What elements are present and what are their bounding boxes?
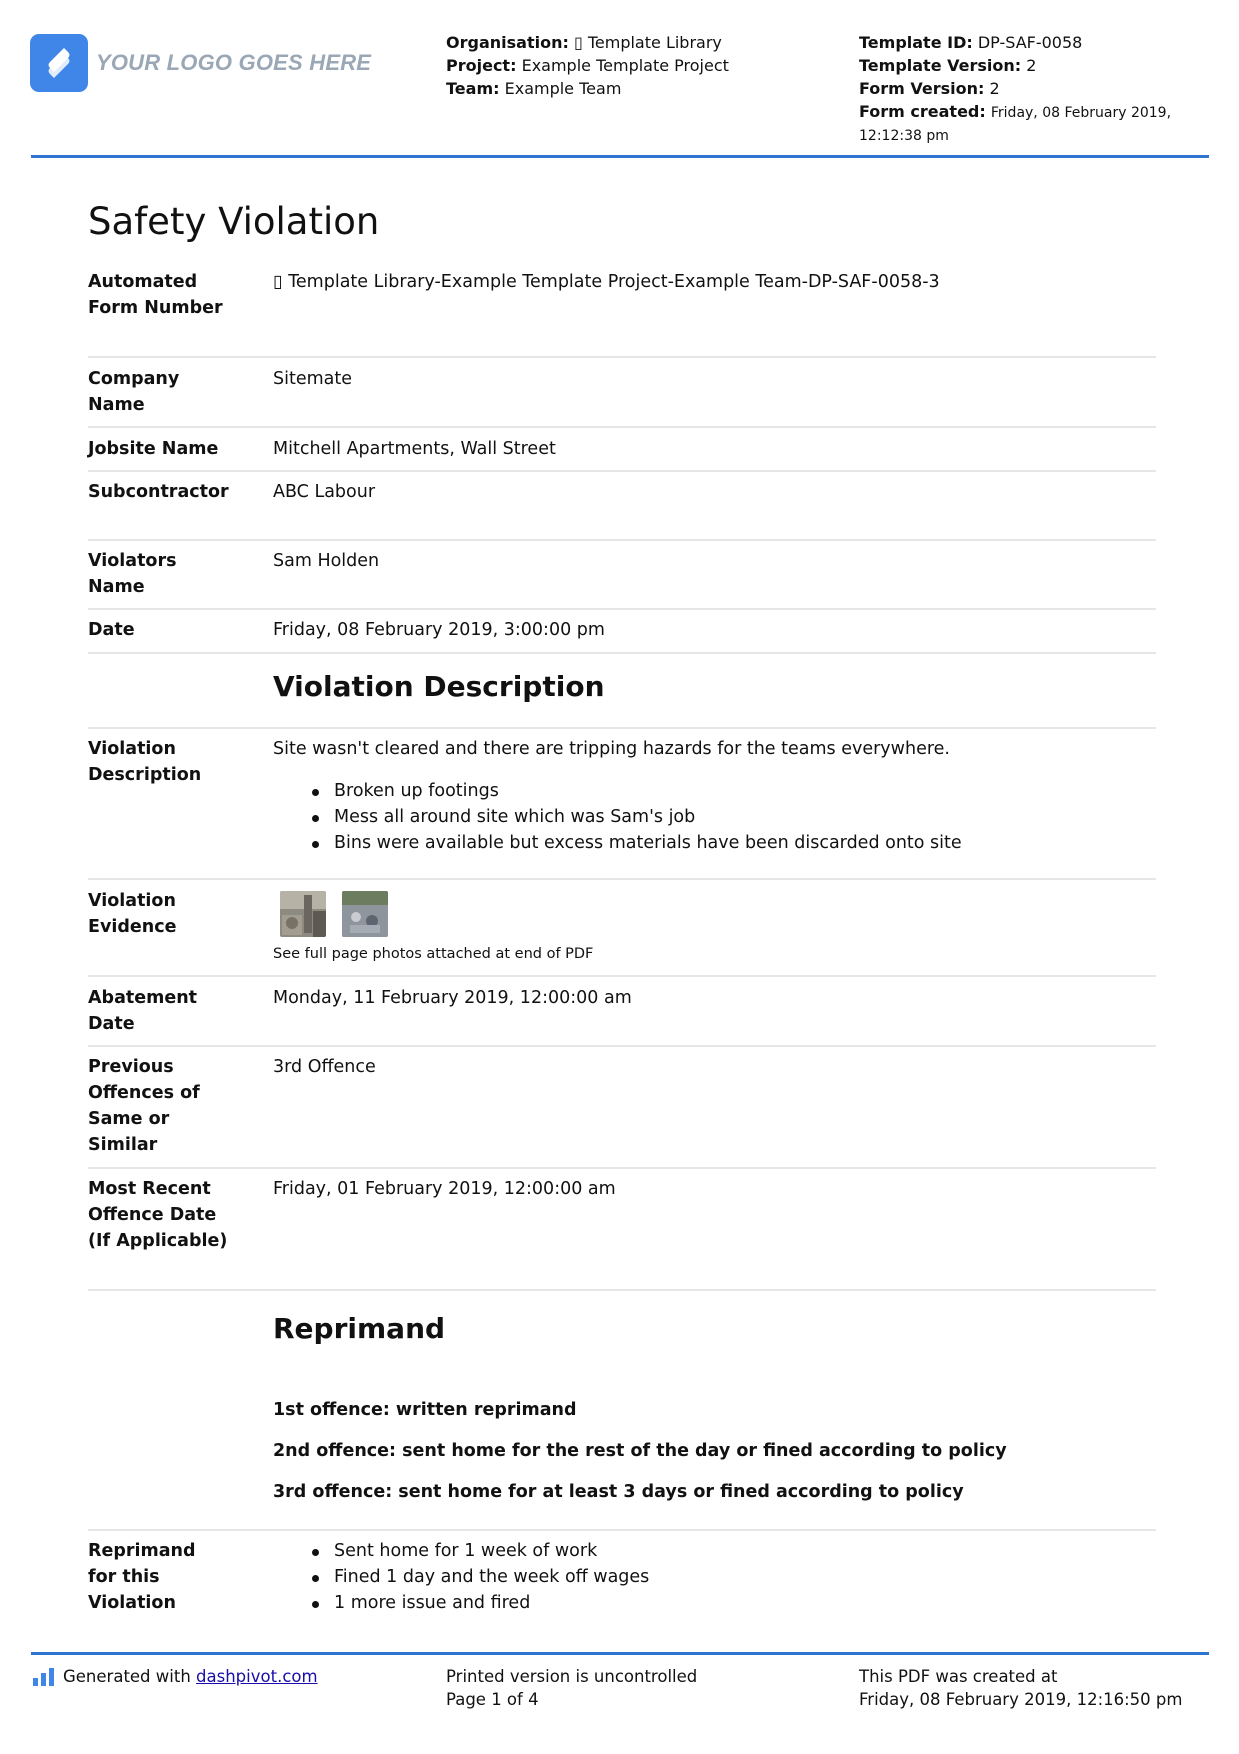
footer-divider [31, 1652, 1209, 1655]
form-version-label: Form Version: [859, 79, 985, 98]
row-divider [88, 1529, 1156, 1531]
evidence-photo-1[interactable] [280, 891, 326, 937]
field-company-name [88, 366, 1156, 418]
page-title: Safety Violation [88, 200, 380, 243]
row-divider [88, 470, 1156, 472]
project-label: Project: [446, 56, 517, 75]
field-label: Jobsite Name [88, 439, 219, 459]
row-divider [88, 1167, 1156, 1169]
field-label: Previous Offences of Same or Similar [88, 1057, 200, 1155]
field-label: Abatement Date [88, 988, 198, 1034]
field-label: Violation Evidence [88, 891, 177, 937]
field-value: Sam Holden [273, 551, 380, 571]
form-version-value: 2 [989, 79, 1000, 98]
template-version-label: Template Version: [859, 56, 1022, 75]
form-created-value: Friday, 08 February 2019, [990, 105, 1172, 121]
printed-note: Printed version is uncontrolled [446, 1667, 698, 1686]
field-jobsite-name [88, 436, 1156, 464]
field-label: Violators Name [88, 551, 177, 597]
field-value: ▯ Template Library-Example Template Project-Example Team-DP-SAF-0058-3 [273, 272, 940, 292]
row-divider [88, 608, 1156, 610]
header-project-info [446, 31, 729, 100]
reprimand-section-heading: Reprimand [273, 1312, 446, 1345]
list-item: Fined 1 day and the week off wages [273, 1564, 1156, 1590]
field-value: Monday, 11 February 2019, 12:00:00 am [273, 988, 632, 1008]
field-label: Most Recent Offence Date (If Applicable) [88, 1179, 228, 1251]
form-created-label: Form created: [859, 102, 986, 121]
description-text: Site wasn't cleared and there are tripping hazards for the teams everywhere. [273, 739, 950, 759]
template-id-label: Template ID: [859, 33, 973, 52]
field-value: 3rd Offence [273, 1057, 376, 1077]
row-divider [88, 975, 1156, 977]
evidence-note: See full page photos attached at end of PDF [273, 946, 594, 962]
list-item: Bins were available but excess materials have been discarded onto site [273, 830, 1156, 856]
field-label: Automated Form Number [88, 272, 223, 318]
evidence-photo-2[interactable] [342, 891, 388, 937]
team-value: Example Team [504, 79, 622, 98]
field-abatement-date [88, 985, 1156, 1037]
pdf-created-value: Friday, 08 February 2019, 12:16:50 pm [859, 1690, 1183, 1709]
field-most-recent-offence-date [88, 1176, 1156, 1280]
field-automated-form-number [88, 269, 1156, 347]
template-id-value: DP-SAF-0058 [977, 33, 1083, 52]
row-divider [88, 652, 1156, 654]
list-item: 1 more issue and fired [273, 1590, 1156, 1616]
team-label: Team: [446, 79, 500, 98]
field-value: Sitemate [273, 369, 352, 389]
field-label: Date [88, 620, 135, 640]
logo-mark-icon [30, 34, 88, 92]
field-violation-description [88, 736, 1156, 856]
generated-prefix: Generated with [63, 1667, 191, 1686]
dashpivot-link[interactable]: dashpivot.com [196, 1667, 318, 1686]
field-value: Friday, 01 February 2019, 12:00:00 am [273, 1179, 616, 1199]
list-item: Mess all around site which was Sam's job [273, 804, 1156, 830]
organisation-value: ▯ Template Library [573, 33, 722, 52]
field-value: ABC Labour [273, 482, 376, 502]
header-template-info [859, 31, 1171, 148]
row-divider [88, 539, 1156, 541]
description-bullet-list [273, 778, 1156, 856]
field-label: Violation Description [88, 739, 202, 785]
field-subcontractor [88, 479, 1156, 531]
field-value [273, 736, 1156, 856]
logo-text: YOUR LOGO GOES HERE [96, 50, 372, 75]
list-item: Sent home for 1 week of work [273, 1538, 1156, 1564]
page-info: Page 1 of 4 [446, 1690, 539, 1709]
form-created-time: 12:12:38 pm [859, 128, 949, 144]
project-value: Example Template Project [521, 56, 729, 75]
company-logo [30, 34, 371, 92]
reprimand-policy-2: 2nd offence: sent home for the rest of the day or fined according to policy [273, 1441, 1007, 1461]
field-violation-evidence [88, 888, 1156, 968]
field-label: Company Name [88, 369, 180, 415]
row-divider [88, 426, 1156, 428]
field-label: Reprimand for this Violation [88, 1541, 196, 1613]
field-value [273, 1538, 1156, 1616]
field-value: Friday, 08 February 2019, 3:00:00 pm [273, 620, 605, 640]
header-divider [31, 155, 1209, 158]
list-item: Broken up footings [273, 778, 1156, 804]
field-previous-offences [88, 1054, 1156, 1158]
field-violators-name [88, 548, 1156, 600]
row-divider [88, 878, 1156, 880]
row-divider [88, 727, 1156, 729]
field-label: Subcontractor [88, 482, 229, 502]
field-reprimand-for-violation [88, 1538, 1156, 1618]
row-divider [88, 1289, 1156, 1291]
pdf-created-label: This PDF was created at [859, 1667, 1058, 1686]
field-value: Mitchell Apartments, Wall Street [273, 439, 556, 459]
footer-created-info [859, 1665, 1182, 1711]
row-divider [88, 1045, 1156, 1047]
row-divider [88, 356, 1156, 358]
footer-generated [33, 1665, 318, 1688]
field-date [88, 617, 1156, 645]
reprimand-policy-1: 1st offence: written reprimand [273, 1400, 577, 1420]
bar-chart-icon [33, 1668, 55, 1686]
organisation-label: Organisation: [446, 33, 569, 52]
reprimand-bullet-list [273, 1538, 1156, 1616]
template-version-value: 2 [1026, 56, 1037, 75]
footer-print-info [446, 1665, 697, 1711]
violation-section-heading: Violation Description [273, 670, 605, 703]
reprimand-policy-3: 3rd offence: sent home for at least 3 days or fined according to policy [273, 1482, 964, 1502]
